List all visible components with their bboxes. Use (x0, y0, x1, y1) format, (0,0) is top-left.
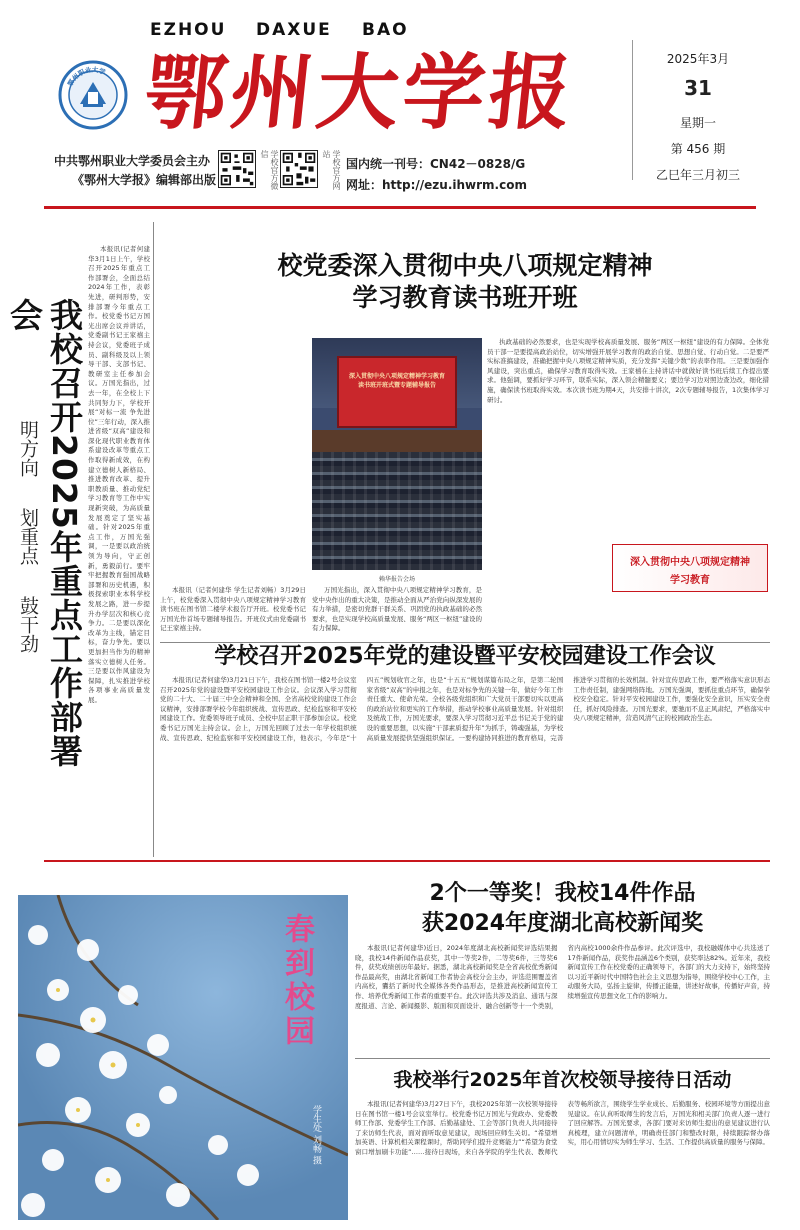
date-year-month: 2025年3月 (666, 52, 730, 66)
qr-label-wechat: 学校官方微信 (260, 150, 279, 190)
article4-body: 本报讯(记者何建华)近日，2024年度湖北高校新闻奖评选结果揭晓，我校14件新闻作品获奖，其中一等奖2件，二等奖6件，三等奖6件，获奖成绩创历年最好。据悉，湖北高校新闻奖是全省高校优秀新闻作品最高奖，由湖北省新闻工作者协会高校分会主办，评选范围覆盖省内高校，囊括了新时代全媒体各类作品形态，是推进高校新闻宣传工作、培养优秀新闻工作者的重要平台。此次评选共涉及消息、通讯与深度报道、言论、新闻摄影、版面和页面设计、融合创新等十一个类别，省内高校1000余件作品参评。此次评选中，我校融媒体中心共选送了17件新闻作品，获奖作品涵盖6个类别，获奖率达82%。近年来，我校新闻宣传工作在校党委的正确领导下，各部门的大力支持下，始终坚持以习近平新时代中国特色社会主义思想为指导，围绕学校中心工作，主动服务大局，弘扬主旋律，传播正能量，讲述好故事，传播好声音，持续增强宣传思想文化工作的影响力。 (355, 944, 770, 1010)
article5-headline[interactable]: 我校举行2025年首次校领导接待日活动 (393, 1069, 732, 1091)
organizer-line: 中共鄂州职业大学委员会主办 (54, 154, 211, 168)
topic-badge-line1: 深入贯彻中央八项规定精神 (630, 557, 750, 568)
section-divider (44, 860, 770, 862)
qr-code-website[interactable] (280, 150, 318, 188)
qr-label-website: 学校官方网站 (322, 150, 341, 190)
article2-headline-1[interactable]: 校党委深入贯彻中央八项规定精神 (277, 251, 653, 280)
publisher-line: 《鄂州大学报》编辑部出版 (72, 173, 217, 187)
screen-title-2: 读书班开班式暨专题辅导报告 (357, 382, 436, 389)
article2-body-col1: 本报讯（记者何建华 学生记者刘畅）3月29日上午，校党委深入贯彻中央八项规定精神学习教育读书班在图书馆二楼学术报告厅开班。校党委书记万国光作首场专题辅导报告。开班仪式由党委副书记王家禧主持。 (160, 586, 306, 633)
article2-body-col3: 执政基础的必然要求，也是实现学校高质量发展、服务“两区一枢纽”建设的有力保障。全体党员干部一是要提高政治站位，切实增强开展学习教育的政治自觉、思想自觉、行动自觉。二是要严实标准搞建设，准确把握中央八项规定精神实质，充分发挥“关键少数”的表率作用。三是要加强作风建设，突出重点，确保学习教育取得实效。王家禧在主持讲话中就做好读书班后续工作提出要求。他强调，要抓好学习环节，联系实际，深入领会精髓要义；要边学习边对照边查边改，细化措施，确保读书班取得实效。本次读书班为期4天，共安排十讲次，2次专题辅导报告，1次集体学习研讨。 (487, 338, 769, 404)
projector-screen (337, 356, 457, 428)
meeting-photo (312, 338, 482, 570)
masthead-pinyin-3: BAO (362, 20, 409, 40)
spring-title: 春到校园 (279, 913, 314, 1049)
masthead-title: 鄂州大学报 (139, 45, 581, 141)
masthead-pinyin-2: DAXUE (256, 20, 332, 40)
date-box (632, 40, 762, 180)
article2-spacer (160, 338, 306, 578)
article3-headline[interactable]: 学校召开2025年党的建设暨平安校园建设工作会议 (214, 644, 716, 669)
photo-caption: 赖华报告会场 (378, 576, 415, 583)
article1-headline[interactable]: 我校召开2025年重点工作部署会 (5, 298, 84, 768)
date-day: 31 (684, 76, 712, 100)
article1-subtitle-1: 明方向 (17, 420, 39, 477)
article3-body: 本报讯(记者何建华)3月21日下午，我校在图书馆一楼2号会议室召开2025年党的建设暨平安校园建设工作会议。会议深入学习贯彻党的二十大、二十届三中全会精神和全国、全省高校党的建设工作会议精神，安排部署学校今年组织统战、宣传思政、纪检监察和平安校园建设工作。党委领导班子成员、全校中层正职干部参加会议。校党委书记万国光主持会议。会上，万国光回顾了过去一年学校组织统战、宣传思政、纪检监察和平安校园建设工作，他表示，今年是“十四五”规划收官之年，也是“十五五”规划谋篇布局之年，是第二轮国家省级“双高”的申报之年，也是对标争先的关键一年，做好今年工作责任重大、使命光荣。全校各级党组织和广大党员干部要切实以更高的政治站位和更实的工作举措，推动学校事业高质量发展。针对组织及统战工作，万国光要求，要深入学习贯彻习近平总书记关于党的建设的重要思想，以实施“干部素质提升年”为抓手，铸魂强基，为学校高质量发展提供坚强组织保证。一要构建协同推进的教育格局，完善推进学习贯彻的长效机制。针对宣传思政工作，要严格落实意识形态工作责任制，建强网络阵地。万国光强调，要抓住重点环节，确保学校安全稳定。针对平安校园建设工作，要强化安全意识，压实安全责任，抓好风险排查。万国光要求，要驰而不息正风肃纪，严格落实中央八项规定精神，营造风清气正的校园政治生态。 (160, 676, 770, 742)
website-url[interactable]: 网址：http://ezu.ihwrm.com (346, 178, 527, 192)
article2-body-col2: 万国光指出，深入贯彻中央八项规定精神学习教育，是党中央作出的重大决策，是推动全面从严治党向纵深发展的有力举措，是密切党群干群关系、巩固党的执政基础的必然要求，也是实现学校高质量发展、服务“两区一枢纽”建设的有力保障。 (312, 586, 482, 633)
svg-text:鄂州职业大学: 鄂州职业大学 (66, 65, 107, 88)
article4-headline-2[interactable]: 获2024年度湖北高校新闻奖 (421, 911, 704, 936)
article5-body: 本报讯(记者何建华)3月27日下午，我校2025年第一次校领导接待日在图书馆一楼1号会议室举行。校党委书记万国光与党政办、党委教师工作部、党委学生工作部、后勤基建处、工会等部门负责人共同接待了来访师生代表，面对面听取意见建议，现场回应师生关切。“希望增加英语、计算机相关课程课时，帮助同学们提升竞赛能力”“希望为食堂窗口增加刷卡功能”……接待日现场，来自各学院的学生代表、教师代表等畅所欲言，围绕学生学业成长、后勤服务、校园环境等方面提出意见建议。在认真听取师生的发言后，万国光和相关部门负责人逐一进行了回应解答。万国光要求，各部门要对来访师生提出的意见建议进行认真梳理，建立问题清单，明确责任部门和整改时限，持续跟踪督办落实，用心用情切实为师生学习、生活、工作提供高质量的服务与保障。 (355, 1100, 770, 1156)
qr-code-wechat[interactable] (218, 150, 256, 188)
article4-headline-1[interactable]: 2个一等奖！我校14件作品 (429, 881, 696, 906)
topic-badge (612, 544, 768, 592)
masthead-divider (44, 206, 756, 209)
article1-subtitle-3: 鼓干劲 (17, 596, 39, 653)
article1-body: 本报讯(记者何建华3月1日上午，学校召开2025年重点工作部署会，全面总结2024年工作，表彰先进，研判形势，安排部署今年重点工作。校党委书记万国光出席会议并讲话，党委副书记王家禧主持会议，党委班子成员、副科级及以上领导干部、支部书记、教研室主任参加会议。万国光指出，过去一年，在全校上下共同努力下，学校开展“对标一流 争先进位”三年行动，深入推进省级“双高”建设和深化现代职业教育体系建设改革等重点工作取得新成效，在构建立德树人新格局、推进教育改革、提升职教质量、推动党纪学习教育等工作中实现新突破，为高质量发展奠定了坚实基础。针对2025年重点工作，万国光强调，一是要以政治统领为导向，守正创新，勇毅前行。要牢牢把握教育强国战略部署和历史机遇，积极探索职业本科学校发展之路，进一步提升办学层次和核心竞争力。二是要以深化改革为主线，锚定目标，奋力争先。要以更加担当作为的精神落实立德树人任务。三是要以作风建设为保障，扎实推进学校各项事业高质量发展。 (88, 245, 150, 704)
school-seal-logo (58, 60, 128, 130)
lunar-date: 乙巳年三月初三 (655, 168, 740, 182)
topic-badge-line2: 学习教育 (670, 575, 710, 586)
cn-number: 国内统一刊号：CN42－0828/G (346, 157, 526, 171)
spring-photo-credit: 学生处 刘畅 摄 (311, 1105, 321, 1165)
weekday: 星期一 (679, 116, 716, 130)
article1-subtitle-2: 划重点 (17, 508, 39, 565)
spring-photo (18, 895, 348, 1220)
issue-number: 第 456 期 (670, 142, 726, 156)
masthead-pinyin-1: EZHOU (150, 20, 227, 40)
column-divider-left (153, 222, 154, 857)
screen-title-1: 深入贯彻中央八项规定精神学习教育 (348, 373, 445, 380)
article2-headline-2[interactable]: 学习教育读书班开班 (352, 283, 578, 312)
article4-divider (355, 1058, 770, 1059)
